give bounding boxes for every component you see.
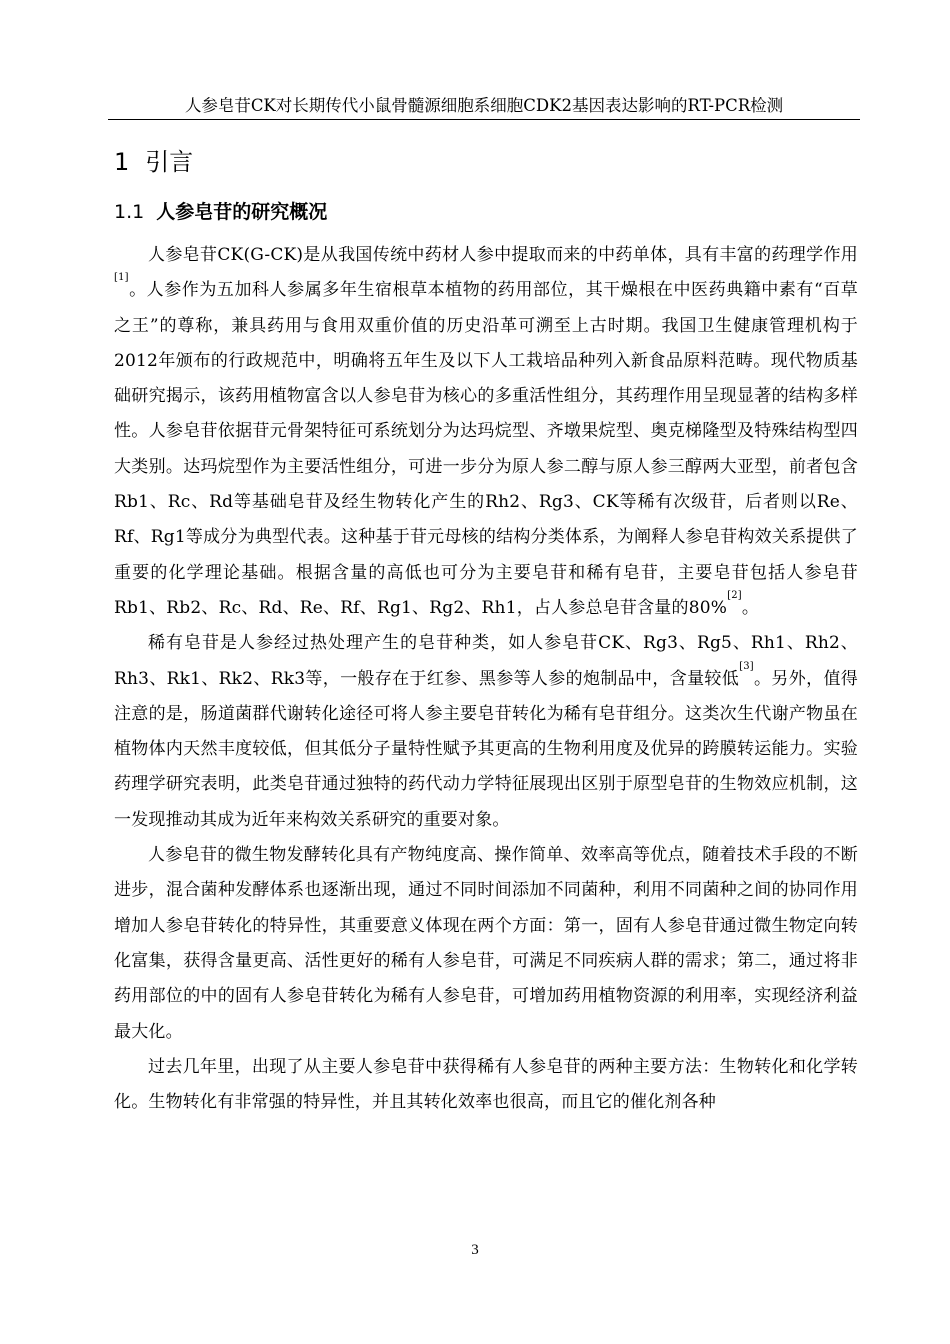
paragraph-1: [114, 238, 858, 626]
paragraph-text: 。另外，值得注意的是，肠道菌群代谢转化途径可将人参主要皂苷转化为稀有皂苷组分。这类次生代谢产物虽在植物体内天然丰度较低，但其低分子量特性赋予其更高的生物利用度及优异的跨膜转运能力。实验药理学研究表明，此类皂苷通过独特的药代动力学特征展现出区别于原型皂苷的生物效应机制，这一发现推动其成为近年来构效关系研究的重要对象。: [114, 668, 858, 830]
body-text: [114, 238, 858, 1120]
citation: [3]: [739, 660, 754, 672]
header-rule: [108, 119, 860, 120]
section-heading: [114, 146, 193, 178]
subsection-title: 人参皂苷的研究概况: [156, 201, 328, 223]
paragraph-text: 稀有皂苷是人参经过热处理产生的皂苷种类，如人参皂苷CK、Rg3、Rg5、Rh1、Rh2、Rh3、Rk1、Rk2、Rk3等，一般存在于红参、黑参等人参的炮制品中，含量较低: [114, 633, 858, 689]
paragraph-3: 人参皂苷的微生物发酵转化具有产物纯度高、操作简单、效率高等优点，随着技术手段的不断进步，混合菌种发酵体系也逐渐出现，通过不同时间添加不同菌种，利用不同菌种之间的协同作用增加人参皂苷转化的特异性，其重要意义体现在两个方面：第一，固有人参皂苷通过微生物定向转化富集，获得含量更高、活性更好的稀有人参皂苷，可满足不同疾病人群的需求；第二，通过将非药用部位的中的固有人参皂苷转化为稀有人参皂苷，可增加药用植物资源的利用率，实现经济利益最大化。: [114, 845, 858, 1042]
paragraph-text: 。人参作为五加科人参属多年生宿根草本植物的药用部位，其干燥根在中医药典籍中素有“百草之王”的尊称，兼具药用与食用双重价值的历史沿革可溯至上古时期。我国卫生健康管理机构于2012年颁布的行政规范中，明确将五年生及以下人工栽培品种列入新食品原料范畴。现代物质基础研究揭示，该药用植物富含以人参皂苷为核心的多重活性组分，其药理作用呈现显著的结构多样性。人参皂苷依据苷元骨架特征可系统划分为达玛烷型、齐墩果烷型、奥克梯隆型及特殊结构型四大类别。达玛烷型作为主要活性组分，可进一步分为原人参二醇与原人参三醇两大亚型，前者包含Rb1、Rc、Rd等基础皂苷及经生物转化产生的Rh2、Rg3、CK等稀有次级苷，后者则以Re、Rf、Rg1等成分为典型代表。这种基于苷元母核的结构分类体系，为阐释人参皂苷构效关系提供了重要的化学理论基础。根据含量的高低也可分为主要皂苷和稀有皂苷，主要皂苷包括人参皂苷Rb1、Rb2、Rc、Rd、Re、Rf、Rg1、Rg2、Rh1，占人参总皂苷含量的80%: [114, 280, 858, 618]
page-number: 3: [471, 1242, 479, 1258]
subsection-heading: [114, 199, 327, 225]
paragraph-2: [114, 626, 858, 838]
subsection-number: 1.1: [114, 201, 145, 223]
citation: [1]: [114, 272, 129, 284]
running-header: 人参皂苷CK对长期传代小鼠骨髓源细胞系细胞CDK2基因表达影响的RT-PCR检测: [184, 96, 784, 115]
section-title: 引言: [145, 148, 194, 176]
citation: [2]: [727, 589, 742, 601]
section-number: 1: [114, 148, 130, 176]
paragraph-4: 过去几年里，出现了从主要人参皂苷中获得稀有人参皂苷的两种主要方法：生物转化和化学转化。生物转化有非常强的特异性，并且其转化效率也很高，而且它的催化剂各种: [114, 1056, 858, 1113]
paragraph-text: 。: [741, 597, 760, 618]
paragraph-text: 人参皂苷CK(G-CK)是从我国传统中药材人参中提取而来的中药单体，具有丰富的药理学作用: [148, 245, 858, 265]
